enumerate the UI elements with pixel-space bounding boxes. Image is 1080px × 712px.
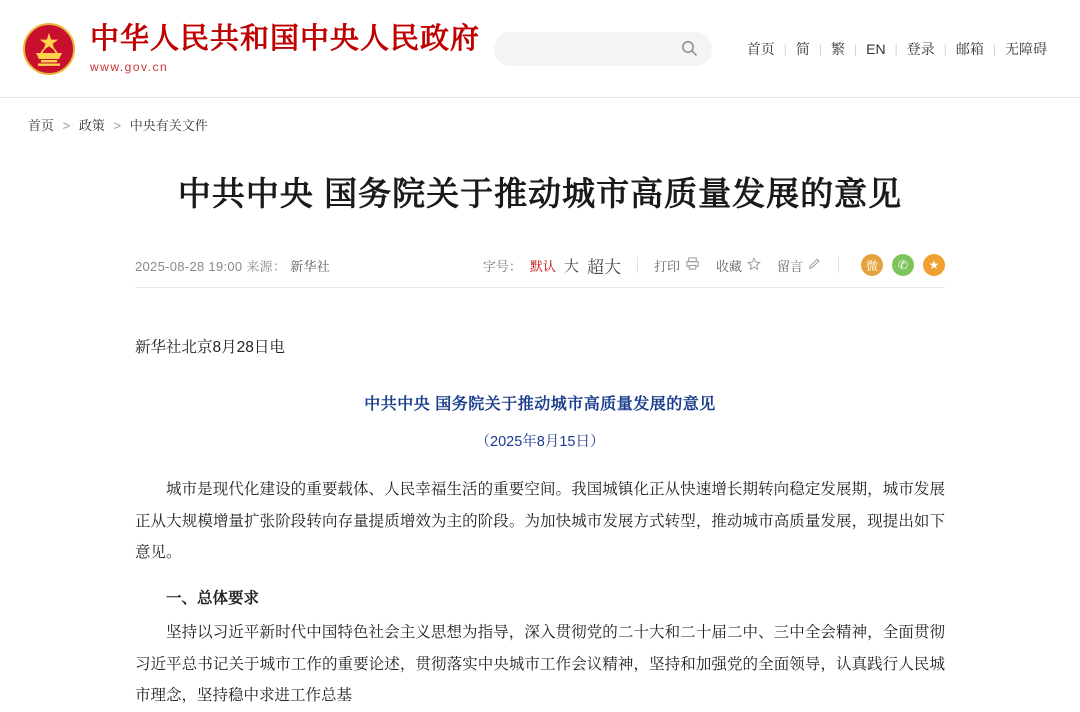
wechat-share-icon[interactable]: ✆: [892, 254, 914, 276]
breadcrumb: [0, 97, 1080, 134]
tools-divider: [838, 257, 839, 273]
nav-separator: |: [992, 41, 996, 56]
article-datetime: 2025-08-28 19:00: [135, 258, 243, 274]
nav-item-english[interactable]: EN: [866, 40, 886, 57]
print-button[interactable]: [654, 256, 700, 275]
nav-item-mail[interactable]: 邮箱: [955, 40, 984, 57]
nav-item-simplified[interactable]: 简: [795, 40, 810, 57]
article-source-label: 来源：: [246, 258, 287, 274]
site-header: [0, 0, 1080, 97]
favorite-label: 收藏: [715, 258, 742, 274]
site-brand[interactable]: [90, 23, 480, 74]
national-emblem-icon: [22, 22, 76, 76]
section-heading: 一、总体要求: [166, 590, 260, 608]
nav-separator: |: [783, 41, 787, 56]
print-label: 打印: [653, 258, 680, 274]
printer-icon[interactable]: [685, 256, 700, 274]
comment-label: 留言: [776, 258, 803, 274]
article-paragraph: 坚持以习近平新时代中国特色社会主义思想为指导，深入贯彻党的二十大和二十届二中、三中全会精神，全面贯彻习近平总书记关于城市工作的重要论述，贯彻落实中央城市工作会议精神，坚持和加强党的全面领导，认真践行人民城市理念，坚持稳中求进工作总基: [135, 623, 945, 705]
nav-separator: |: [943, 41, 947, 56]
favorite-share-icon[interactable]: ★: [923, 254, 945, 276]
star-icon[interactable]: [747, 257, 761, 274]
article-body: [135, 332, 945, 712]
header-divider: [0, 97, 1080, 98]
page-title: 中共中央 国务院关于推动城市高质量发展的意见: [177, 175, 903, 212]
article-dateline: 新华社北京8月28日电: [135, 338, 285, 356]
weibo-share-icon[interactable]: 微: [861, 254, 883, 276]
breadcrumb-item-central-documents[interactable]: 中央有关文件: [129, 118, 208, 133]
fontsize-xlarge-button[interactable]: 超大: [586, 257, 621, 277]
document-heading: 中共中央 国务院关于推动城市高质量发展的意见: [364, 396, 716, 414]
nav-item-traditional[interactable]: 繁: [831, 40, 846, 57]
document-date: （2025年8月15日）: [475, 434, 605, 451]
favorite-button[interactable]: [716, 256, 761, 275]
article-paragraph: 城市是现代化建设的重要载体、人民幸福生活的重要空间。我国城镇化正从快速增长期转向稳定发展期，城市发展正从大规模增量扩张阶段转向存量提质增效为主的阶段。为加快城市发展方式转型，推动城市高质量发展，现提出如下意见。: [135, 480, 945, 562]
search-input[interactable]: [508, 40, 681, 57]
tools-divider: [637, 257, 638, 273]
article-tools: [483, 253, 945, 278]
nav-item-login[interactable]: 登录: [906, 40, 935, 57]
site-brand-title: 中华人民共和国中央人民政府: [90, 22, 481, 55]
article: [0, 172, 1080, 712]
search-icon[interactable]: [681, 40, 698, 57]
article-meta-bar: [135, 244, 945, 288]
breadcrumb-item-policy[interactable]: 政策: [78, 118, 105, 133]
fontsize-default-button[interactable]: 默认: [529, 258, 556, 274]
article-source: 新华社: [290, 258, 331, 274]
nav-separator: |: [854, 41, 858, 56]
fontsize-control: [483, 253, 621, 278]
comment-button[interactable]: [777, 256, 822, 275]
nav-item-home[interactable]: 首页: [746, 40, 775, 57]
fontsize-label: 字号：: [482, 258, 522, 274]
nav-separator: |: [818, 41, 823, 56]
search-box[interactable]: [494, 32, 712, 66]
share-icons: [861, 254, 945, 276]
pencil-icon[interactable]: [808, 257, 822, 274]
breadcrumb-separator: >: [62, 118, 71, 133]
nav-item-accessibility[interactable]: 无障碍: [1005, 40, 1047, 57]
fontsize-large-button[interactable]: 大: [563, 257, 579, 275]
header-right: [494, 32, 1056, 66]
header-nav: [738, 39, 1056, 59]
breadcrumb-separator: >: [113, 118, 122, 133]
nav-separator: |: [894, 41, 898, 56]
breadcrumb-item-home[interactable]: 首页: [28, 118, 55, 133]
article-meta-left: [135, 256, 330, 275]
site-brand-domain: www.gov.cn: [90, 60, 169, 75]
